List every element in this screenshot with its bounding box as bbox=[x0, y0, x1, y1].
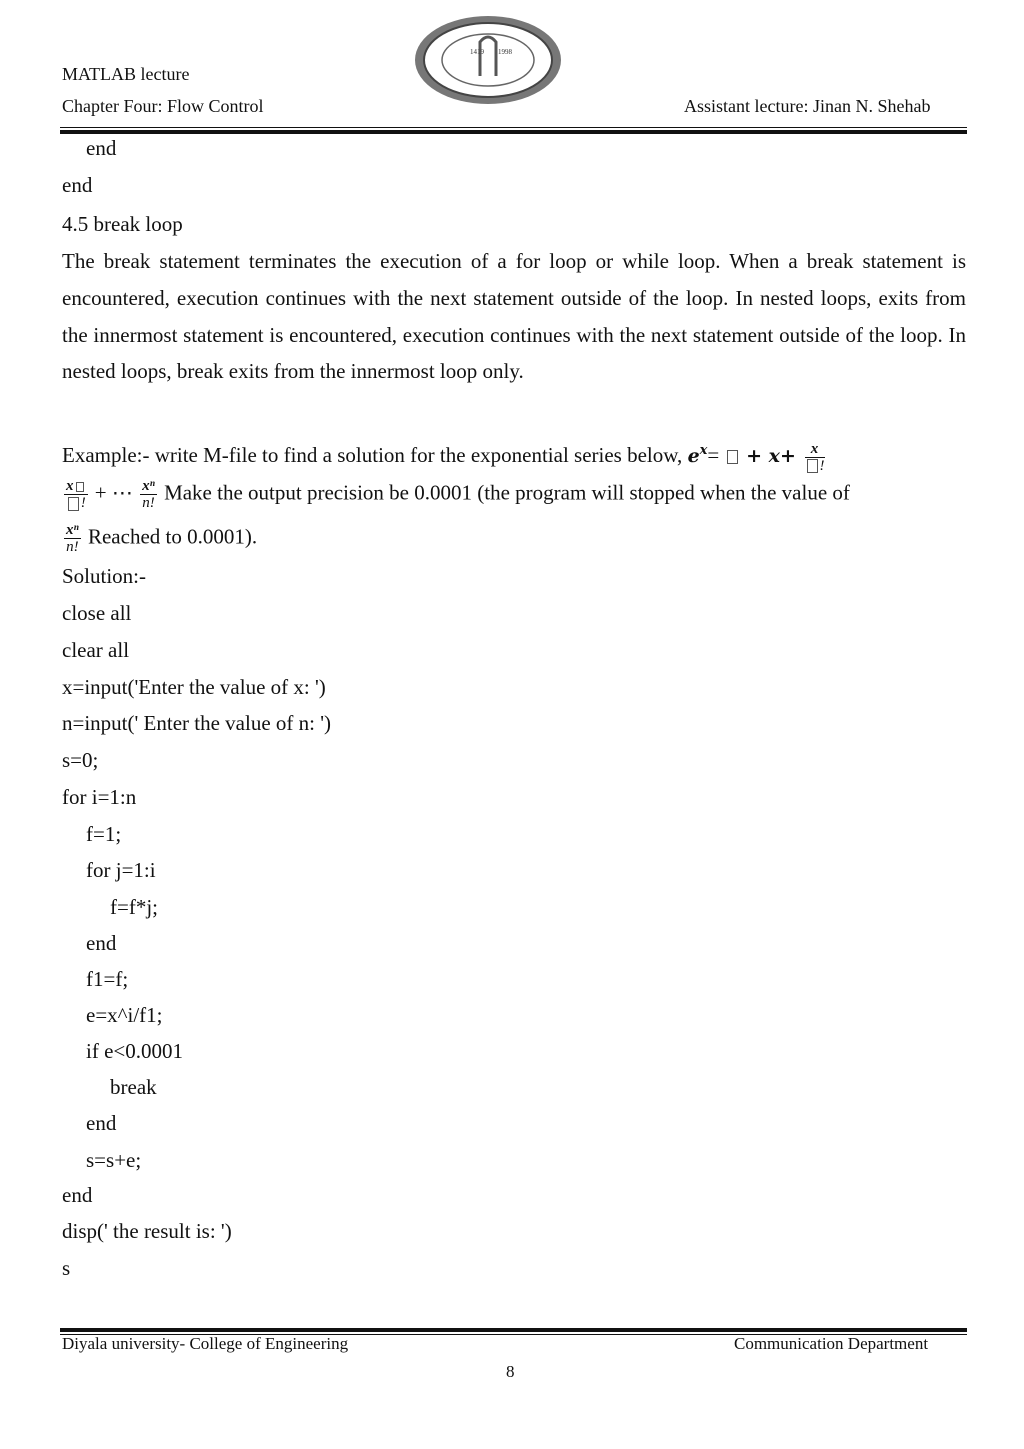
fraction: $\frac{\text{xⁿ}}{n!}$ bbox=[142, 478, 155, 511]
footer-university: Diyala university- College of Engineering bbox=[62, 1334, 349, 1353]
example-line-3 bbox=[62, 522, 257, 555]
fraction: $\frac{x}{!}$ bbox=[66, 478, 86, 511]
code-line: s=s+e; bbox=[86, 1148, 142, 1172]
code-line: f1=f; bbox=[86, 967, 129, 991]
formula-exp: x bbox=[699, 443, 708, 458]
formula-e: e bbox=[687, 445, 700, 467]
code-line: e=x^i/f1; bbox=[86, 1003, 163, 1027]
code-line: end bbox=[86, 931, 117, 955]
example-line-2 bbox=[62, 478, 850, 511]
fraction: $\frac{x}{!}$ bbox=[805, 441, 825, 474]
fraction: $\frac{\text{xⁿ}}{n!}$ bbox=[66, 522, 79, 555]
example-text-2: Make the output precision be 0.0001 (the program will stopped when the value of bbox=[164, 480, 850, 505]
section-title: 4.5 break loop bbox=[62, 212, 183, 236]
header-lecturer: Assistant lecture: Jinan N. Shehab bbox=[684, 96, 931, 116]
example-line-1 bbox=[62, 438, 827, 474]
code-line: break bbox=[110, 1075, 157, 1099]
code-line: if e<0.0001 bbox=[86, 1039, 183, 1063]
college-logo bbox=[412, 14, 564, 106]
code-line: n=input(' Enter the value of n: ') bbox=[62, 711, 332, 735]
missing-glyph-icon bbox=[68, 497, 79, 511]
solution-label: Solution:- bbox=[62, 564, 147, 588]
code-line: s=0; bbox=[62, 748, 99, 772]
example-intro: Example:- write M-file to find a solution for the exponential series below, bbox=[62, 443, 683, 467]
code-line: end bbox=[86, 1111, 117, 1135]
code-line: end bbox=[86, 136, 117, 160]
formula-eq: = bbox=[707, 443, 725, 467]
code-line: close all bbox=[62, 601, 132, 625]
formula-ellipsis: + ⋯ bbox=[94, 480, 133, 505]
formula-plus-x: + x+ bbox=[739, 445, 803, 467]
code-line: x=input('Enter the value of x: ') bbox=[62, 675, 326, 699]
break-description-paragraph: The break statement terminates the execution of a for loop or while loop. When a break statement is encountered, execution continues with the next statement outside of the loop. In nested loops, exits from the innermost statement is encountered, execution continues with the next statement outside of the loop. In nested loops, break exits from the innermost loop only. bbox=[62, 249, 966, 384]
logo-year-left: 1419 bbox=[470, 48, 484, 56]
page-number: 8 bbox=[506, 1362, 515, 1381]
code-line: f=f*j; bbox=[110, 895, 158, 919]
header-chapter: Chapter Four: Flow Control bbox=[62, 96, 264, 116]
example-text-3: Reached to 0.0001). bbox=[87, 524, 258, 549]
missing-glyph-icon bbox=[76, 482, 84, 492]
missing-glyph-icon bbox=[727, 450, 738, 464]
missing-glyph-icon bbox=[807, 459, 818, 473]
code-line: disp(' the result is: ') bbox=[62, 1219, 232, 1243]
code-line: end bbox=[62, 1183, 93, 1207]
code-line: end bbox=[62, 173, 93, 197]
footer-department: Communication Department bbox=[734, 1334, 929, 1353]
code-line: clear all bbox=[62, 638, 130, 662]
code-line: f=1; bbox=[86, 822, 122, 846]
header-course: MATLAB lecture bbox=[62, 64, 190, 84]
code-line: s bbox=[62, 1256, 71, 1280]
code-line: for i=1:n bbox=[62, 785, 137, 809]
code-line: for j=1:i bbox=[86, 858, 156, 882]
logo-year-right: 1998 bbox=[498, 48, 512, 56]
